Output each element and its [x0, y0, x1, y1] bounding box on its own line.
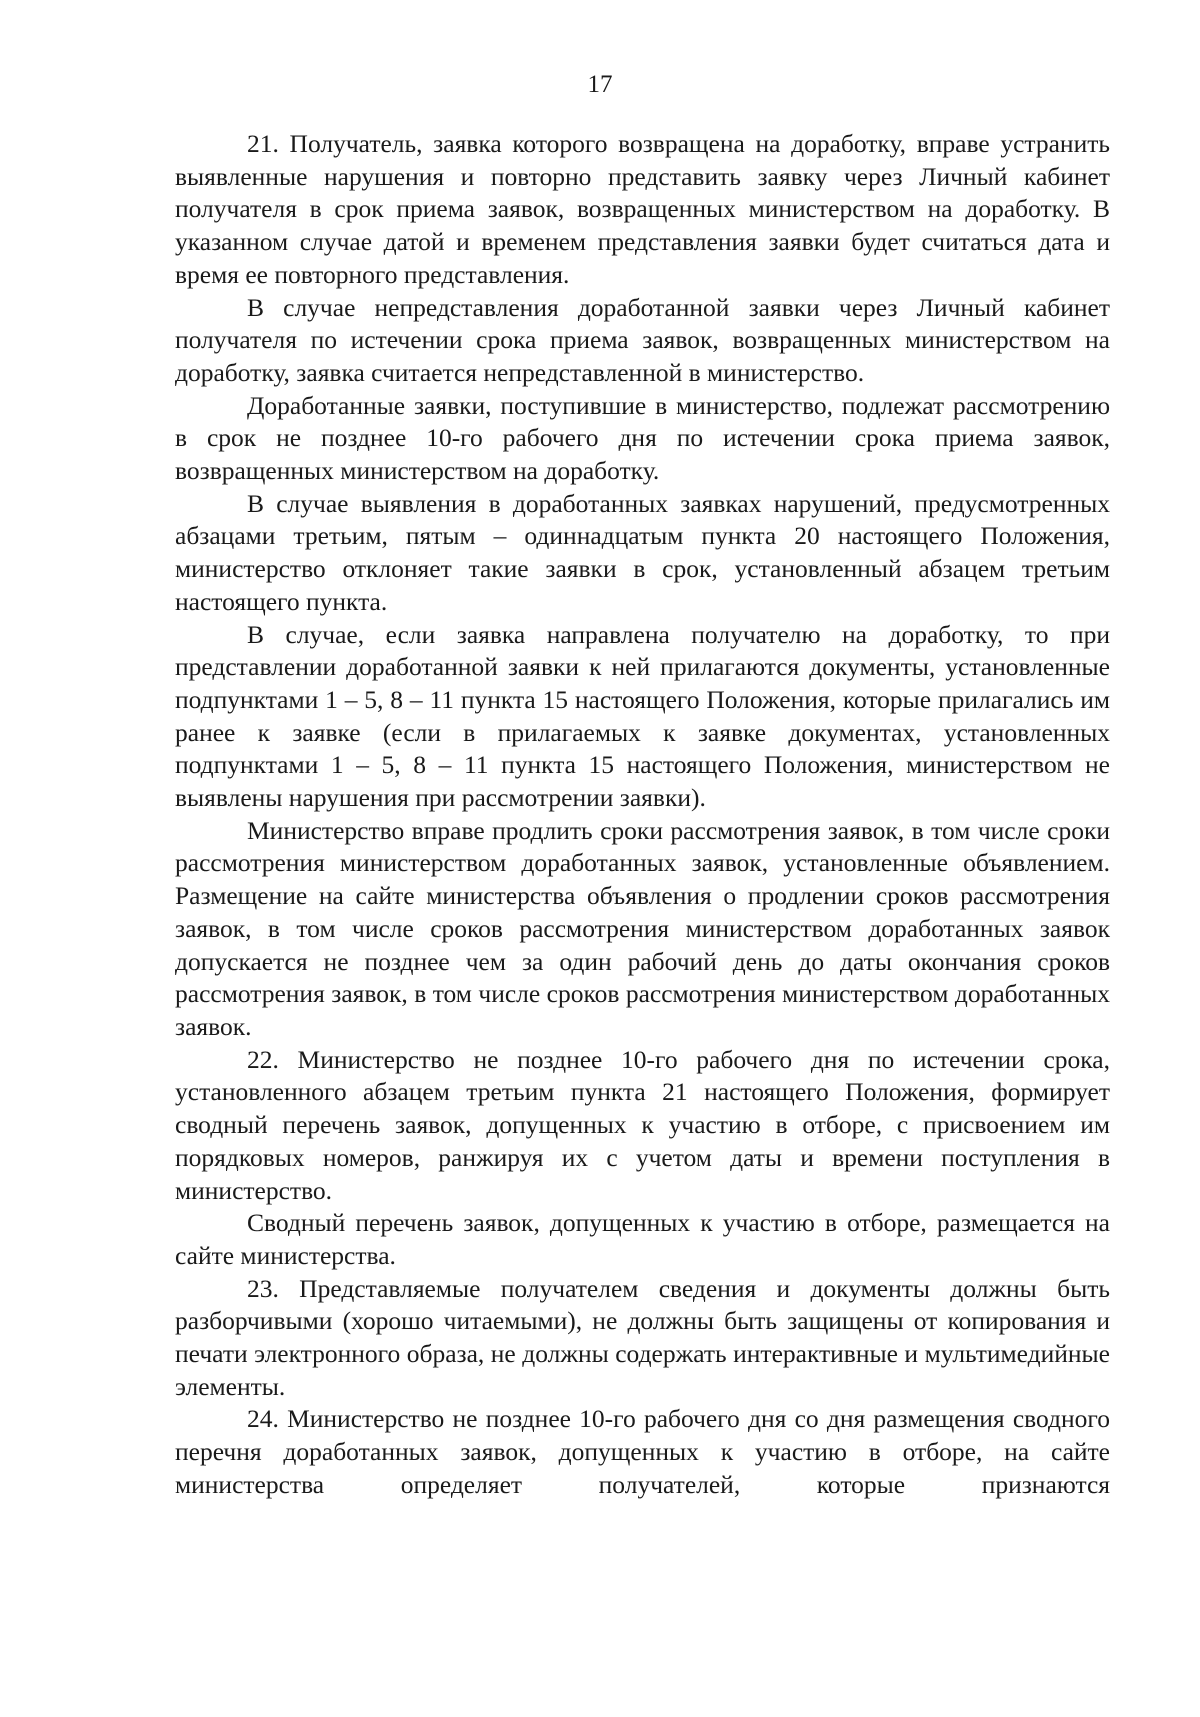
paragraph-24-recipients: 24. Министерство не позднее 10-го рабочего дня со дня размещения сводного перечня доработанных заявок, допущенных к участию в отборе, на сайте министерства определяет получателей, которые признаются	[175, 1404, 1110, 1499]
paragraph-summary-list-publication: Сводный перечень заявок, допущенных к участию в отборе, размещается на сайте министерства.	[175, 1208, 1110, 1270]
paragraph-22-summary-list: 22. Министерство не позднее 10-го рабочего дня по истечении срока, установленного абзацем третьим пункта 21 настоящего Положения, формирует сводный перечень заявок, допущенных к участию в отборе, с присвоением им порядковых номеров, ранжируя их с учетом даты и времени поступления в министерство.	[175, 1044, 1110, 1205]
document-body	[175, 128, 1110, 1502]
paragraph-23-document-requirements: 23. Представляемые получателем сведения и документы должны быть разборчивыми (хорошо читаемыми), не должны быть защищены от копирования и печати электронного образа, не должны содержать интерактивные и мультимедийные элементы.	[175, 1273, 1110, 1401]
paragraph-non-submission: В случае непредставления доработанной заявки через Личный кабинет получателя по истечении срока приема заявок, возвращенных министерством на доработку, заявка считается непредставленной в министерство.	[175, 292, 1110, 387]
paragraph-violations-rejection: В случае выявления в доработанных заявках нарушений, предусмотренных абзацами третьим, пятым – одиннадцатым пункта 20 настоящего Положения, министерство отклоняет такие заявки в срок, установленный абзацем третьим настоящего пункта.	[175, 488, 1110, 616]
paragraph-revised-review-term: Доработанные заявки, поступившие в министерство, подлежат рассмотрению в срок не позднее 10-го рабочего дня по истечении срока приема заявок, возвращенных министерством на доработку.	[175, 390, 1110, 486]
paragraph-21-return-for-revision: 21. Получатель, заявка которого возвращена на доработку, вправе устранить выявленные нарушения и повторно представить заявку через Личный кабинет получателя в срок приема заявок, возвращенных министерством на доработку. В указанном случае датой и временем представления заявки будет считаться дата и время ее повторного представления.	[175, 129, 1110, 289]
page-number: 17	[587, 71, 613, 98]
paragraph-extension-of-terms: Министерство вправе продлить сроки рассмотрения заявок, в том числе сроки рассмотрения министерством доработанных заявок, установленные объявлением. Размещение на сайте министерства объявления о продлении сроков рассмотрения заявок, в том числе сроков рассмотрения министерством доработанных заявок допускается не позднее чем за один рабочий день до даты окончания сроков рассмотрения заявок, в том числе сроков рассмотрения министерством доработанных заявок.	[175, 815, 1110, 1041]
paragraph-attached-documents: В случае, если заявка направлена получателю на доработку, то при представлении доработанной заявки к ней прилагаются документы, установленные подпунктами 1 – 5, 8 – 11 пункта 15 настоящего Положения, которые прилагались им ранее к заявке (если в прилагаемых к заявке документах, установленных подпунктами 1 – 5, 8 – 11 пункта 15 настоящего Положения, министерством не выявлены нарушения при рассмотрении заявки).	[175, 619, 1110, 813]
